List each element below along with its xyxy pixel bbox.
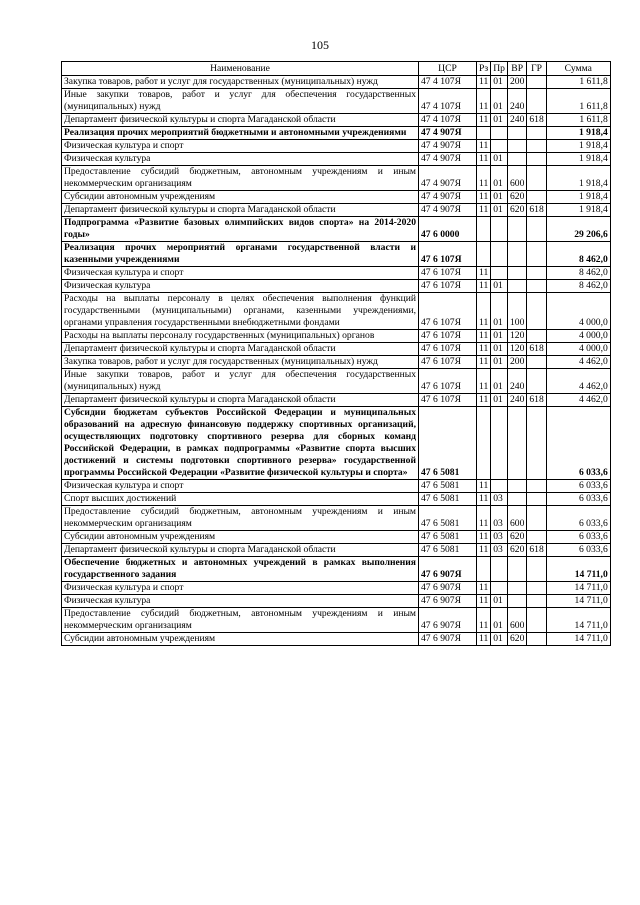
- row-rz: [477, 557, 491, 582]
- row-vr: 120: [507, 330, 526, 343]
- row-vr: 200: [507, 76, 526, 89]
- row-gr: [527, 267, 546, 280]
- row-name: Расходы на выплаты персоналу в целях обеспечения выполнения функций государственными (муниципальными) органами, казенными учреждениями, органами управления государственными внебюджетными фондами: [62, 293, 419, 330]
- table-row: [62, 89, 611, 114]
- row-csr: 47 6 5081: [419, 407, 477, 480]
- row-csr: 47 6 107Я: [419, 343, 477, 356]
- row-pr: 03: [491, 544, 508, 557]
- row-vr: [507, 280, 526, 293]
- row-pr: 01: [491, 369, 508, 394]
- row-pr: [491, 407, 508, 480]
- row-rz: 11: [477, 582, 491, 595]
- row-name: Реализация прочих мероприятий органами государственной власти и казенными учреждениями: [62, 242, 419, 267]
- row-vr: 600: [507, 166, 526, 191]
- table-row: [62, 267, 611, 280]
- row-name: Физическая культура и спорт: [62, 582, 419, 595]
- row-pr: 01: [491, 191, 508, 204]
- row-gr: [527, 480, 546, 493]
- row-pr: 01: [491, 356, 508, 369]
- row-gr: 618: [527, 343, 546, 356]
- row-gr: 618: [527, 544, 546, 557]
- row-vr: 620: [507, 544, 526, 557]
- row-sum: 14 711,0: [546, 582, 610, 595]
- table-row: [62, 369, 611, 394]
- row-vr: 600: [507, 608, 526, 633]
- row-gr: [527, 330, 546, 343]
- row-rz: 11: [477, 293, 491, 330]
- row-pr: [491, 217, 508, 242]
- row-sum: 1 918,4: [546, 191, 610, 204]
- table-row: [62, 531, 611, 544]
- row-rz: 11: [477, 544, 491, 557]
- row-csr: 47 4 907Я: [419, 166, 477, 191]
- row-csr: 47 6 5081: [419, 506, 477, 531]
- row-rz: 11: [477, 191, 491, 204]
- row-csr: 47 4 907Я: [419, 204, 477, 217]
- row-rz: 11: [477, 480, 491, 493]
- row-vr: 620: [507, 633, 526, 646]
- row-csr: 47 6 907Я: [419, 595, 477, 608]
- row-sum: 14 711,0: [546, 608, 610, 633]
- row-rz: 11: [477, 153, 491, 166]
- row-gr: [527, 582, 546, 595]
- row-gr: [527, 595, 546, 608]
- table-row: [62, 293, 611, 330]
- row-gr: 618: [527, 204, 546, 217]
- row-sum: 4 000,0: [546, 343, 610, 356]
- row-vr: 240: [507, 114, 526, 127]
- table-row: [62, 506, 611, 531]
- row-name: Реализация прочих мероприятий бюджетными и автономными учреждениями: [62, 127, 419, 140]
- table-row: [62, 217, 611, 242]
- row-gr: [527, 608, 546, 633]
- row-gr: [527, 506, 546, 531]
- row-gr: [527, 369, 546, 394]
- row-pr: 01: [491, 114, 508, 127]
- row-csr: 47 6 907Я: [419, 633, 477, 646]
- row-vr: 240: [507, 89, 526, 114]
- table-row: [62, 127, 611, 140]
- row-name: Физическая культура и спорт: [62, 480, 419, 493]
- table-row: [62, 204, 611, 217]
- row-pr: [491, 127, 508, 140]
- row-gr: [527, 242, 546, 267]
- row-rz: 11: [477, 89, 491, 114]
- row-name: Физическая культура и спорт: [62, 267, 419, 280]
- row-name: Физическая культура: [62, 595, 419, 608]
- row-pr: 01: [491, 153, 508, 166]
- row-name: Закупка товаров, работ и услуг для государственных (муниципальных) нужд: [62, 356, 419, 369]
- row-rz: 11: [477, 280, 491, 293]
- row-csr: 47 6 0000: [419, 217, 477, 242]
- row-rz: 11: [477, 506, 491, 531]
- row-name: Иные закупки товаров, работ и услуг для обеспечения государственных (муниципальных) нужд: [62, 89, 419, 114]
- row-rz: 11: [477, 394, 491, 407]
- row-rz: 11: [477, 330, 491, 343]
- row-csr: 47 6 107Я: [419, 394, 477, 407]
- table-row: [62, 330, 611, 343]
- table-row: [62, 166, 611, 191]
- table-row: [62, 242, 611, 267]
- header-sum: Сумма: [546, 62, 610, 76]
- table-row: [62, 153, 611, 166]
- budget-table: [61, 61, 611, 646]
- row-name: Департамент физической культуры и спорта Магаданской области: [62, 114, 419, 127]
- row-csr: 47 4 107Я: [419, 89, 477, 114]
- row-vr: [507, 267, 526, 280]
- header-gr: ГР: [527, 62, 546, 76]
- row-gr: [527, 293, 546, 330]
- row-gr: [527, 407, 546, 480]
- header-vr: ВР: [507, 62, 526, 76]
- row-gr: [527, 356, 546, 369]
- row-sum: 1 918,4: [546, 153, 610, 166]
- row-gr: [527, 153, 546, 166]
- row-pr: [491, 242, 508, 267]
- row-name: Департамент физической культуры и спорта Магаданской области: [62, 343, 419, 356]
- row-sum: 14 711,0: [546, 595, 610, 608]
- table-row: [62, 114, 611, 127]
- row-sum: 6 033,6: [546, 407, 610, 480]
- row-vr: 200: [507, 356, 526, 369]
- row-vr: 120: [507, 343, 526, 356]
- row-sum: 14 711,0: [546, 557, 610, 582]
- row-pr: 01: [491, 394, 508, 407]
- row-sum: 1 611,8: [546, 89, 610, 114]
- row-pr: [491, 267, 508, 280]
- table-row: [62, 407, 611, 480]
- row-vr: [507, 217, 526, 242]
- row-sum: 6 033,6: [546, 531, 610, 544]
- table-row: [62, 544, 611, 557]
- row-sum: 1 918,4: [546, 140, 610, 153]
- row-name: Субсидии автономным учреждениям: [62, 633, 419, 646]
- row-sum: 1 918,4: [546, 166, 610, 191]
- row-gr: [527, 140, 546, 153]
- row-rz: 11: [477, 531, 491, 544]
- table-row: [62, 493, 611, 506]
- row-csr: 47 6 107Я: [419, 242, 477, 267]
- row-gr: [527, 280, 546, 293]
- row-vr: 620: [507, 531, 526, 544]
- row-csr: 47 6 5081: [419, 493, 477, 506]
- header-csr: ЦСР: [419, 62, 477, 76]
- row-name: Предоставление субсидий бюджетным, автономным учреждениям и иным некоммерческим организациям: [62, 608, 419, 633]
- table-row: [62, 191, 611, 204]
- row-sum: 4 462,0: [546, 356, 610, 369]
- row-gr: [527, 633, 546, 646]
- row-name: Расходы на выплаты персоналу государственных (муниципальных) органов: [62, 330, 419, 343]
- row-csr: 47 4 907Я: [419, 127, 477, 140]
- table-row: [62, 480, 611, 493]
- row-vr: 240: [507, 369, 526, 394]
- row-pr: 01: [491, 76, 508, 89]
- row-sum: 8 462,0: [546, 280, 610, 293]
- row-sum: 1 918,4: [546, 204, 610, 217]
- row-csr: 47 6 5081: [419, 531, 477, 544]
- table-row: [62, 595, 611, 608]
- row-sum: 8 462,0: [546, 267, 610, 280]
- row-sum: 6 033,6: [546, 506, 610, 531]
- row-pr: 01: [491, 280, 508, 293]
- table-row: [62, 582, 611, 595]
- row-name: Подпрограмма «Развитие базовых олимпийских видов спорта» на 2014-2020 годы»: [62, 217, 419, 242]
- row-pr: [491, 582, 508, 595]
- table-row: [62, 343, 611, 356]
- row-rz: [477, 407, 491, 480]
- row-vr: 620: [507, 191, 526, 204]
- row-rz: 11: [477, 114, 491, 127]
- row-name: Закупка товаров, работ и услуг для государственных (муниципальных) нужд: [62, 76, 419, 89]
- row-vr: [507, 127, 526, 140]
- row-pr: 03: [491, 493, 508, 506]
- table-row: [62, 557, 611, 582]
- row-name: Департамент физической культуры и спорта Магаданской области: [62, 204, 419, 217]
- row-rz: 11: [477, 633, 491, 646]
- row-pr: [491, 480, 508, 493]
- row-name: Иные закупки товаров, работ и услуг для обеспечения государственных (муниципальных) нужд: [62, 369, 419, 394]
- page-number: 105: [311, 38, 329, 52]
- row-gr: 618: [527, 394, 546, 407]
- row-pr: 01: [491, 293, 508, 330]
- row-gr: [527, 166, 546, 191]
- row-csr: 47 6 107Я: [419, 293, 477, 330]
- row-sum: 4 462,0: [546, 369, 610, 394]
- row-gr: [527, 89, 546, 114]
- row-name: Физическая культура и спорт: [62, 140, 419, 153]
- header-rz: Рз: [477, 62, 491, 76]
- row-name: Предоставление субсидий бюджетным, автономным учреждениям и иным некоммерческим организациям: [62, 506, 419, 531]
- row-name: Субсидии автономным учреждениям: [62, 191, 419, 204]
- row-gr: [527, 217, 546, 242]
- row-sum: 1 918,4: [546, 127, 610, 140]
- row-sum: 6 033,6: [546, 544, 610, 557]
- row-rz: 11: [477, 608, 491, 633]
- table-header-row: [62, 62, 611, 76]
- row-pr: 01: [491, 204, 508, 217]
- row-csr: 47 6 107Я: [419, 356, 477, 369]
- row-vr: 240: [507, 394, 526, 407]
- row-sum: 6 033,6: [546, 480, 610, 493]
- row-csr: 47 6 107Я: [419, 330, 477, 343]
- table-row: [62, 140, 611, 153]
- row-rz: [477, 217, 491, 242]
- table-row: [62, 633, 611, 646]
- row-rz: 11: [477, 267, 491, 280]
- row-vr: [507, 582, 526, 595]
- row-csr: 47 6 5081: [419, 480, 477, 493]
- row-rz: 11: [477, 343, 491, 356]
- row-pr: 01: [491, 343, 508, 356]
- row-rz: 11: [477, 595, 491, 608]
- row-vr: 600: [507, 506, 526, 531]
- row-rz: 11: [477, 76, 491, 89]
- row-rz: 11: [477, 493, 491, 506]
- row-csr: 47 4 907Я: [419, 153, 477, 166]
- row-sum: 6 033,6: [546, 493, 610, 506]
- row-pr: 03: [491, 506, 508, 531]
- row-pr: 01: [491, 89, 508, 114]
- row-gr: [527, 76, 546, 89]
- row-gr: [527, 191, 546, 204]
- row-vr: 620: [507, 204, 526, 217]
- row-csr: 47 6 107Я: [419, 369, 477, 394]
- row-csr: 47 6 907Я: [419, 608, 477, 633]
- row-rz: 11: [477, 369, 491, 394]
- table-row: [62, 608, 611, 633]
- row-pr: [491, 140, 508, 153]
- row-csr: 47 6 5081: [419, 544, 477, 557]
- row-sum: 14 711,0: [546, 633, 610, 646]
- row-name: Физическая культура: [62, 280, 419, 293]
- row-gr: [527, 493, 546, 506]
- row-pr: 01: [491, 166, 508, 191]
- row-sum: 4 462,0: [546, 394, 610, 407]
- row-rz: 11: [477, 166, 491, 191]
- row-pr: 01: [491, 633, 508, 646]
- row-sum: 4 000,0: [546, 330, 610, 343]
- row-sum: 1 611,8: [546, 76, 610, 89]
- row-gr: 618: [527, 114, 546, 127]
- row-rz: [477, 127, 491, 140]
- row-csr: 47 6 907Я: [419, 582, 477, 595]
- row-name: Обеспечение бюджетных и автономных учреждений в рамках выполнения государственного задания: [62, 557, 419, 582]
- table-row: [62, 394, 611, 407]
- row-rz: 11: [477, 140, 491, 153]
- header-name: Наименование: [62, 62, 419, 76]
- row-csr: 47 6 107Я: [419, 280, 477, 293]
- row-csr: 47 6 107Я: [419, 267, 477, 280]
- header-pr: Пр: [491, 62, 508, 76]
- row-pr: [491, 557, 508, 582]
- row-name: Физическая культура: [62, 153, 419, 166]
- row-csr: 47 4 107Я: [419, 114, 477, 127]
- row-gr: [527, 531, 546, 544]
- row-pr: 01: [491, 330, 508, 343]
- row-vr: [507, 595, 526, 608]
- table-row: [62, 356, 611, 369]
- row-vr: [507, 493, 526, 506]
- row-gr: [527, 127, 546, 140]
- row-sum: 29 206,6: [546, 217, 610, 242]
- row-vr: [507, 407, 526, 480]
- row-vr: 100: [507, 293, 526, 330]
- row-name: Субсидии бюджетам субъектов Российской Федерации и муниципальных образований на адресную финансовую поддержку спортивных организаций, осуществляющих подготовку спортивного резерва для сборных команд Российской Федерации, в рамках подпрограммы «Развитие спорта высших достижений и системы подготовки спортивного резерва» государственной программы Российской Федерации «Развитие физической культуры и спорта»: [62, 407, 419, 480]
- row-name: Департамент физической культуры и спорта Магаданской области: [62, 544, 419, 557]
- row-pr: 01: [491, 595, 508, 608]
- row-rz: [477, 242, 491, 267]
- row-rz: 11: [477, 204, 491, 217]
- row-pr: 03: [491, 531, 508, 544]
- row-name: Предоставление субсидий бюджетным, автономным учреждениям и иным некоммерческим организациям: [62, 166, 419, 191]
- row-vr: [507, 242, 526, 267]
- row-csr: 47 4 907Я: [419, 191, 477, 204]
- row-vr: [507, 480, 526, 493]
- row-csr: 47 4 907Я: [419, 140, 477, 153]
- row-pr: 01: [491, 608, 508, 633]
- row-name: Департамент физической культуры и спорта Магаданской области: [62, 394, 419, 407]
- row-name: Субсидии автономным учреждениям: [62, 531, 419, 544]
- row-sum: 1 611,8: [546, 114, 610, 127]
- row-sum: 8 462,0: [546, 242, 610, 267]
- row-sum: 4 000,0: [546, 293, 610, 330]
- row-name: Спорт высших достижений: [62, 493, 419, 506]
- row-csr: 47 6 907Я: [419, 557, 477, 582]
- row-vr: [507, 153, 526, 166]
- row-csr: 47 4 107Я: [419, 76, 477, 89]
- row-vr: [507, 557, 526, 582]
- table-row: [62, 76, 611, 89]
- row-rz: 11: [477, 356, 491, 369]
- row-vr: [507, 140, 526, 153]
- row-gr: [527, 557, 546, 582]
- table-row: [62, 280, 611, 293]
